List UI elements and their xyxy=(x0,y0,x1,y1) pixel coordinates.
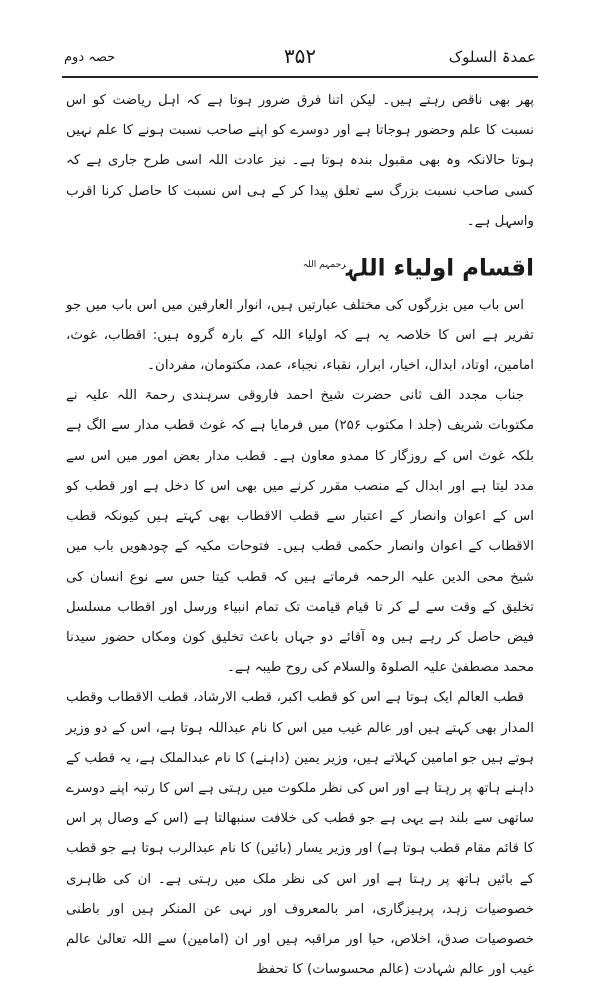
body-paragraph: پھر بھی ناقص رہتے ہیں۔ لیکن اتنا فرق ضرور ہوتا ہے کہ اہل ریاضت کو اس نسبت کا علم وحضور ہوجاتا ہے اور دوسرے کو اپنے صاحب نسبت ہونے کا علم نہیں ہوتا حالانکہ وہ بھی مقبول بندہ ہوتا ہے۔ نیز عادت اللہ اسی طرح جاری ہے کہ کسی صاحب نسبت بزرگ سے تعلق پیدا کر کے ہی اس نسبت کا حاصل کرنا اقرب واسہل ہے۔ xyxy=(66,93,534,229)
body-paragraph: جناب مجدد الف ثانی حضرت شیخ احمد فاروقی سرہندی رحمۃ اللہ علیہ نے مکتوبات شریف (جلد ا مکتوب ۲۵۶) میں فرمایا ہے کہ غوث قطب مدار سے الگ ہے بلکہ غوث اس کے روزگار کا ممدو معاون ہے۔ قطب مدار بعض امور میں اس سے مدد لیتا ہے اور ابدال کے منصب مقرر کرنے میں بھی اس کا دخل ہے اور قطب کو اس کے اعوان وانصار کے اعتبار سے قطب الاقطاب بھی کہتے ہیں کیونکہ قطب الاقطاب کے اعوان وانصار حکمی قطب ہیں۔ فتوحات مکیہ کے چودھویں باب میں شیخ محی الدین علیہ الرحمہ فرماتے ہیں کہ قطب کیتا جس سے نوع انسان کی تخلیق کے وقت سے لے کر تا قیام قیامت تک تمام انبیاء ورسل اور اقطاب مسلسل فیض حاصل کر رہے ہیں وہ آقائے دو جہاں باعث تخلیق کون ومکاں حضور سیدنا محمد مصطفیٰ علیہ الصلوۃ والسلام کی روح طیبہ ہے۔ xyxy=(66,388,535,676)
page-number: ۳۵۲ xyxy=(283,44,317,68)
part-label: حصہ دوم xyxy=(64,50,116,65)
section-heading xyxy=(66,245,534,289)
honorific-mark: رحمہم اللہ xyxy=(302,260,347,271)
book-title: عمدۃ السلوک xyxy=(448,48,536,66)
header-divider xyxy=(62,76,538,78)
page-header xyxy=(64,44,536,72)
body-paragraph: اس باب میں بزرگوں کی مختلف عبارتیں ہیں، انوار العارفین میں اس باب میں جو تقریر ہے اس کا خلاصہ یہ ہے کہ اولیاء اللہ کے بارہ گروہ ہیں: اقطاب، غوث، امامین، اوتاد، ابدال، اخیار، ابرار، نقباء، نجباء، عمد، مکتومان، مفردان۔ xyxy=(66,297,534,374)
body-paragraph: قطب العالم ایک ہوتا ہے اس کو قطب اکبر، قطب الارشاد، قطب الاقطاب وقطب المدار بھی کہتے ہیں اور عالم غیب میں اس کا نام عبداللہ ہوتا ہے، اس کے دو وزیر ہوتے ہیں جو امامین کہلاتے ہیں، وزیر یمین (داہنے) کا نام عبدالملک ہے، یہ قطب کے داہنے ہاتھ پر رہتا ہے اور اس کی نظر ملکوت میں رہتی ہے اس کا رتبہ اپنے دوسرے ساتھی سے بلند ہے یہی ہے جو قطب کی خلافت سنبھالتا ہے (اس کے وصال پر اس کا قائم مقام قطب ہوتا ہے) اور وزیر یسار (بائیں) کا نام عبدالرب ہوتا ہے جو قطب کے بائیں ہاتھ پر رہتا ہے اور اس کی نظر ملک میں رہتی ہے۔ ان کی ظاہری خصوصیات زہد، پرہیزگاری، امر بالمعروف اور نہی عن المنکر ہیں اور باطنی خصوصیات صدق، اخلاص، حیا اور مراقبہ ہیں اور ان (امامین) سے اللہ تعالیٰ عالم غیب اور عالم شہادت (عالم محسوسات) کا تحفظ xyxy=(66,690,534,978)
section-heading-text: اقسام اولیاء اللہ xyxy=(346,255,534,282)
page-body xyxy=(66,86,534,985)
